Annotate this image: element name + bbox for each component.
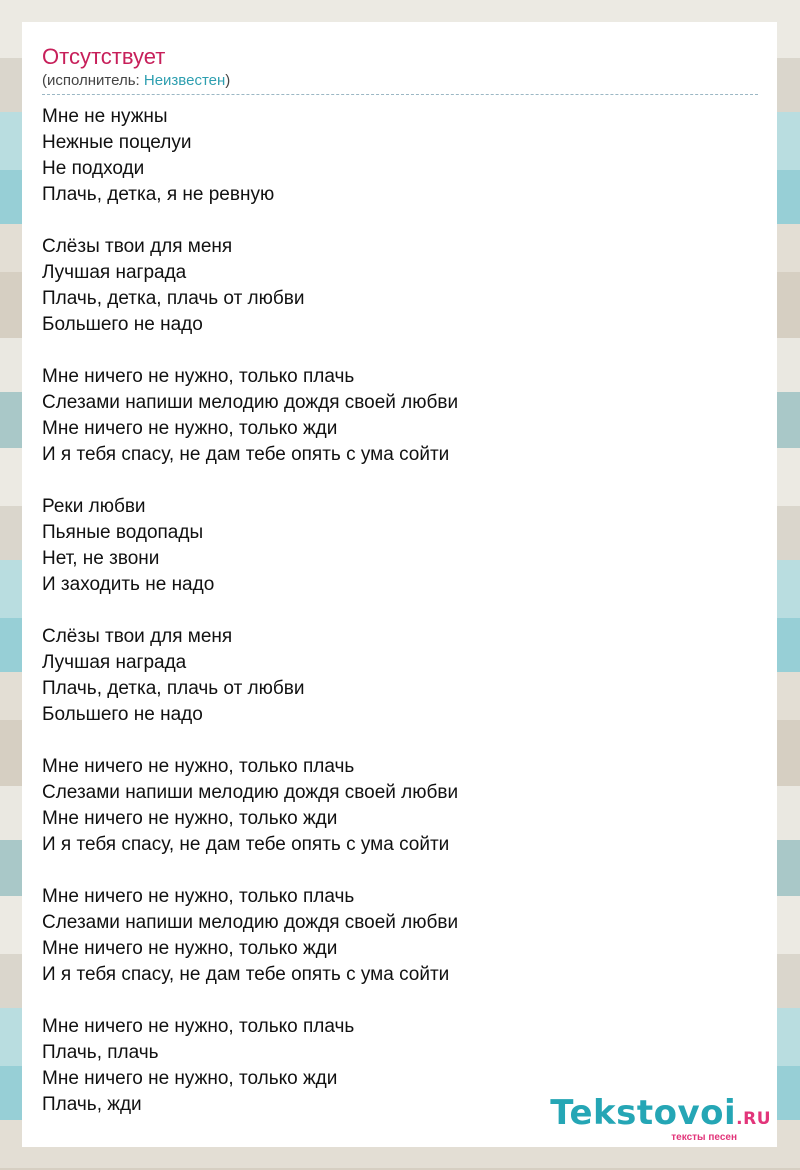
lyric-line: Нет, не звони <box>42 548 160 569</box>
logo-tld: .RU <box>736 1109 771 1129</box>
lyric-line: Плачь, детка, плачь от любви <box>42 678 305 699</box>
lyric-line: Мне ничего не нужно, только плачь <box>42 1016 355 1037</box>
lyrics-card <box>22 22 777 1147</box>
lyric-line: Мне не нужны <box>42 106 168 127</box>
lyric-line: Мне ничего не нужно, только жди <box>42 938 338 959</box>
stanza-gap <box>42 208 742 234</box>
artist-line <box>42 72 758 90</box>
lyric-line: И я тебя спасу, не дам тебе опять с ума сойти <box>42 834 450 855</box>
artist-suffix: ) <box>225 72 231 89</box>
lyric-line: Лучшая награда <box>42 652 187 673</box>
lyric-line: Слёзы твои для меня <box>42 626 233 647</box>
lyric-line: И я тебя спасу, не дам тебе опять с ума сойти <box>42 964 450 985</box>
stanza-gap <box>42 338 742 364</box>
lyric-line: И заходить не надо <box>42 574 215 595</box>
logo-wordmark <box>550 1093 771 1136</box>
lyric-line: Пьяные водопады <box>42 522 204 543</box>
lyric-line: Мне ничего не нужно, только жди <box>42 1068 338 1089</box>
lyric-line: Не подходи <box>42 158 145 179</box>
stanza-gap <box>42 988 742 1014</box>
lyric-line: Реки любви <box>42 496 146 517</box>
lyric-line: Слёзы твои для меня <box>42 236 233 257</box>
lyrics-text <box>42 104 742 1118</box>
stanza-gap <box>42 468 742 494</box>
logo-tagline: тексты песен <box>671 1132 737 1143</box>
lyric-line: Слезами напиши мелодию дождя своей любви <box>42 392 459 413</box>
logo-name: Tekstovoi <box>550 1093 737 1133</box>
artist-link[interactable]: Неизвестен <box>143 72 226 89</box>
lyric-line: Плачь, детка, я не ревную <box>42 184 275 205</box>
song-header <box>42 42 758 95</box>
lyric-line: Мне ничего не нужно, только жди <box>42 808 338 829</box>
lyric-line: Плачь, плачь <box>42 1042 159 1063</box>
lyric-line: Слезами напиши мелодию дождя своей любви <box>42 782 459 803</box>
lyric-line: Лучшая награда <box>42 262 187 283</box>
lyric-line: Мне ничего не нужно, только плачь <box>42 756 355 777</box>
stanza-gap <box>42 728 742 754</box>
stanza-gap <box>42 858 742 884</box>
song-title: Отсутствует <box>42 44 166 69</box>
artist-prefix: (исполнитель: <box>42 72 144 89</box>
lyric-line: И я тебя спасу, не дам тебе опять с ума сойти <box>42 444 450 465</box>
lyric-line: Слезами напиши мелодию дождя своей любви <box>42 912 459 933</box>
lyric-line: Большего не надо <box>42 704 203 725</box>
lyric-line: Плачь, жди <box>42 1094 142 1115</box>
lyric-line: Большего не надо <box>42 314 203 335</box>
lyric-line: Плачь, детка, плачь от любви <box>42 288 305 309</box>
site-logo[interactable] <box>550 1093 771 1143</box>
stanza-gap <box>42 598 742 624</box>
lyric-line: Мне ничего не нужно, только жди <box>42 418 338 439</box>
lyric-line: Мне ничего не нужно, только плачь <box>42 366 355 387</box>
lyric-line: Нежные поцелуи <box>42 132 192 153</box>
lyric-line: Мне ничего не нужно, только плачь <box>42 886 355 907</box>
